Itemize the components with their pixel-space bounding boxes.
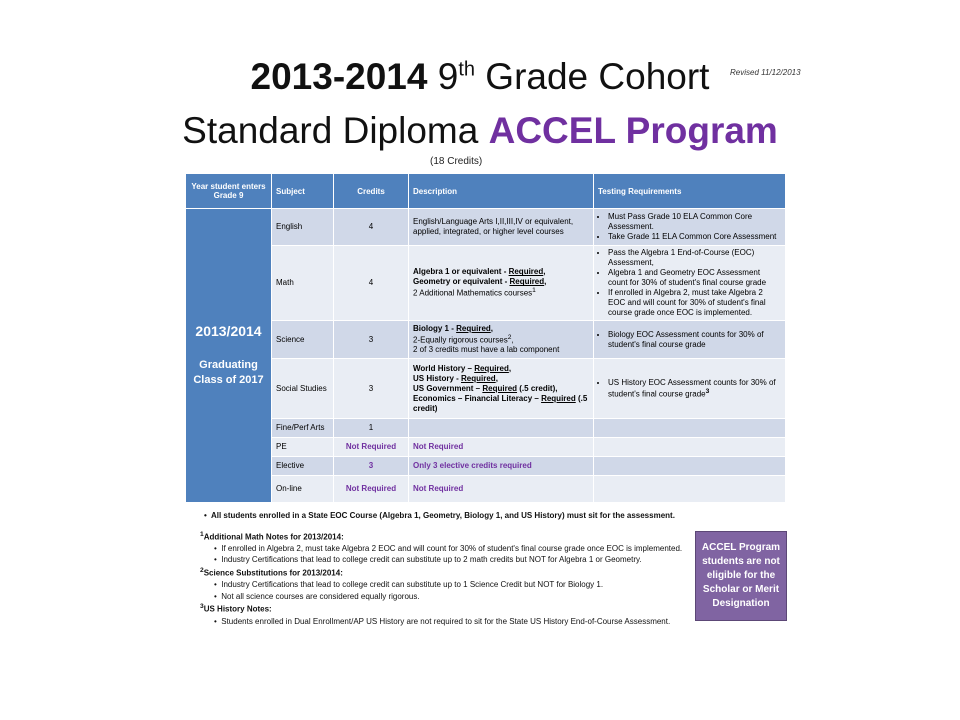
title2-accent: ACCEL Program: [488, 110, 778, 151]
description-cell: [409, 246, 594, 321]
subject-cell: Math: [272, 246, 334, 321]
note-item: • Industry Certifications that lead to college credit can substitute up to 1 Science Credit but NOT for Biology 1.: [214, 580, 604, 590]
testing-item: • Take Grade 11 ELA Common Core Assessment: [608, 232, 781, 242]
note-text: Industry Certifications that lead to college credit can substitute up to 1 Science Credit but NOT for Biology 1.: [221, 580, 604, 590]
page-title-line2: [170, 110, 790, 152]
table-row: [186, 476, 786, 503]
testing-cell: [594, 359, 786, 419]
desc-required: Required: [474, 363, 509, 373]
requirements-table: [185, 173, 786, 503]
math-notes-heading: [200, 530, 700, 543]
description-cell: [409, 321, 594, 359]
title-grade-num: 9: [437, 56, 459, 97]
testing-item: • Must Pass Grade 10 ELA Common Core Assessment.: [608, 212, 781, 232]
note-item: • Not all science courses are considered equally rigorous.: [214, 591, 420, 601]
note-item: • Industry Certifications that lead to college credit can substitute up to 2 math credits but NOT for Algebra 1 or Geometry.: [214, 555, 642, 565]
table-row: [186, 321, 786, 359]
table-row: [186, 419, 786, 438]
footnotes: [200, 510, 700, 627]
desc-text: (.5 credit),: [517, 383, 558, 393]
desc-text: ,: [544, 277, 547, 287]
desc-text: ,: [495, 373, 498, 383]
description-cell: English/Language Arts I,II,III,IV or equivalent, applied, integrated, or higher level courses: [409, 209, 594, 246]
desc-required: Required: [541, 393, 576, 403]
note-text: Not all science courses are considered equally rigorous.: [221, 591, 420, 601]
table-row: [186, 457, 786, 476]
testing-cell: [594, 438, 786, 457]
testing-item: • Algebra 1 and Geometry EOC Assessment count for 30% of student's final course grade: [608, 268, 781, 288]
main-note: • All students enrolled in a State EOC Course (Algebra 1, Geometry, Biology 1, and US History) must sit for the assessment.: [204, 511, 675, 520]
subject-cell: Social Studies: [272, 359, 334, 419]
title-grade-sup: th: [458, 58, 476, 81]
header-testing: Testing Requirements: [594, 174, 786, 209]
total-credits: (18 Credits): [430, 156, 483, 167]
table-header-row: [186, 174, 786, 209]
testing-cell: [594, 419, 786, 438]
desc-required: Required: [461, 373, 496, 383]
testing-item: [608, 378, 781, 400]
testing-text: US History EOC Assessment counts for 30% of student's final course grade: [608, 377, 776, 399]
title-year: 2013-2014: [250, 56, 428, 97]
testing-item: • Biology EOC Assessment counts for 30% of student's final course grade: [608, 330, 781, 350]
us-history-notes-heading: [200, 602, 700, 615]
testing-item: • If enrolled in Algebra 2, must take Algebra 2 EOC and will count for 30% of student's final course grade once EOC is implemented.: [608, 288, 781, 318]
desc-text: 2-Equally rigorous courses: [413, 335, 508, 345]
note-text: Students enrolled in Dual Enrollment/AP US History are not required to sit for the State US History End-of-Course Assessment.: [221, 616, 671, 626]
desc-text: ,: [543, 267, 546, 277]
subject-cell: Elective: [272, 457, 334, 476]
credits-cell: 1: [334, 419, 409, 438]
credits-cell: Not Required: [334, 476, 409, 503]
testing-cell: [594, 457, 786, 476]
science-notes-heading: [200, 566, 700, 579]
subject-cell: Science: [272, 321, 334, 359]
credits-cell: 3: [334, 359, 409, 419]
note-item: • Students enrolled in Dual Enrollment/AP US History are not required to sit for the State US History End-of-Course Assessment.: [214, 616, 671, 626]
page-title-line1: [200, 56, 760, 98]
credits-cell: 4: [334, 209, 409, 246]
desc-text: ,: [508, 363, 512, 373]
footnote-ref: 3: [705, 387, 710, 395]
table-row: [186, 209, 786, 246]
title-rest: Grade Cohort: [485, 56, 710, 97]
testing-cell: [594, 476, 786, 503]
subject-cell: English: [272, 209, 334, 246]
note-text: If enrolled in Algebra 2, must take Algebra 2 EOC and will count for 30% of student's final course grade once EOC is implemented.: [221, 543, 683, 553]
desc-text: Biology 1 -: [413, 323, 457, 333]
desc-text: (.5 credit): [413, 393, 588, 413]
credits-cell: 3: [334, 457, 409, 476]
credits-cell: Not Required: [334, 438, 409, 457]
desc-text: Algebra 1 or equivalent -: [413, 267, 509, 277]
description-cell: [409, 359, 594, 419]
revised-date: Revised 11/12/2013: [730, 68, 801, 77]
title2-plain: Standard Diploma: [182, 110, 489, 151]
testing-item: • Pass the Algebra 1 End-of-Course (EOC) Assessment,: [608, 248, 781, 268]
desc-required: Required: [509, 277, 545, 287]
note-item: • If enrolled in Algebra 2, must take Algebra 2 EOC and will count for 30% of student's final course grade once EOC is implemented.: [214, 543, 683, 553]
desc-text: Geometry or equivalent -: [413, 277, 510, 287]
header-credits: Credits: [334, 174, 409, 209]
testing-cell: [594, 246, 786, 321]
credits-cell: 3: [334, 321, 409, 359]
header-subject: Subject: [272, 174, 334, 209]
footnote-num: 1: [200, 530, 204, 538]
table-row: [186, 359, 786, 419]
subject-cell: On-line: [272, 476, 334, 503]
science-notes-title: Science Substitutions for 2013/2014:: [203, 568, 343, 578]
footnote-num: 3: [200, 603, 204, 611]
accel-eligibility-text: ACCEL Program students are not eligible for the Scholar or Merit Designation: [701, 542, 781, 609]
description-cell: Not Required: [409, 438, 594, 457]
math-notes-title: Additional Math Notes for 2013/2014:: [203, 532, 344, 542]
year-label: 2013/2014: [195, 323, 262, 340]
accel-eligibility-box: [695, 531, 787, 621]
main-note-text: All students enrolled in a State EOC Course (Algebra 1, Geometry, Biology 1, and US History) must sit for the assessment.: [210, 511, 675, 520]
description-cell: Not Required: [409, 476, 594, 503]
description-cell: [409, 419, 594, 438]
desc-required: Required: [456, 323, 491, 333]
desc-text: 2 of 3 credits must have a lab component: [413, 345, 560, 355]
desc-text: Economics – Financial Literacy –: [413, 393, 542, 403]
desc-required: Required: [482, 383, 518, 393]
footnote-ref: 1: [532, 287, 536, 295]
desc-text: ,: [490, 323, 494, 333]
subject-cell: Fine/Perf Arts: [272, 419, 334, 438]
subject-cell: PE: [272, 438, 334, 457]
us-history-notes-title: US History Notes:: [203, 605, 272, 615]
desc-text: 2 Additional Mathematics courses: [413, 288, 533, 298]
footnote-num: 2: [200, 567, 204, 575]
credits-cell: 4: [334, 246, 409, 321]
desc-text: US Government –: [413, 383, 483, 393]
testing-cell: [594, 209, 786, 246]
desc-text: US History -: [413, 373, 462, 383]
desc-text: World History –: [413, 363, 475, 373]
note-text: Industry Certifications that lead to college credit can substitute up to 2 math credits but NOT for Algebra 1 or Geometry.: [221, 555, 642, 565]
year-cell: [186, 209, 272, 503]
desc-required: Required: [508, 267, 544, 277]
header-year: Year student enters Grade 9: [186, 174, 272, 209]
graduating-class: Graduating Class of 2017: [193, 358, 264, 387]
header-description: Description: [409, 174, 594, 209]
table-row: [186, 438, 786, 457]
table-row: [186, 246, 786, 321]
desc-text: ,: [511, 335, 514, 345]
footnote-ref: 2: [507, 333, 512, 341]
description-cell: Only 3 elective credits required: [409, 457, 594, 476]
testing-cell: [594, 321, 786, 359]
